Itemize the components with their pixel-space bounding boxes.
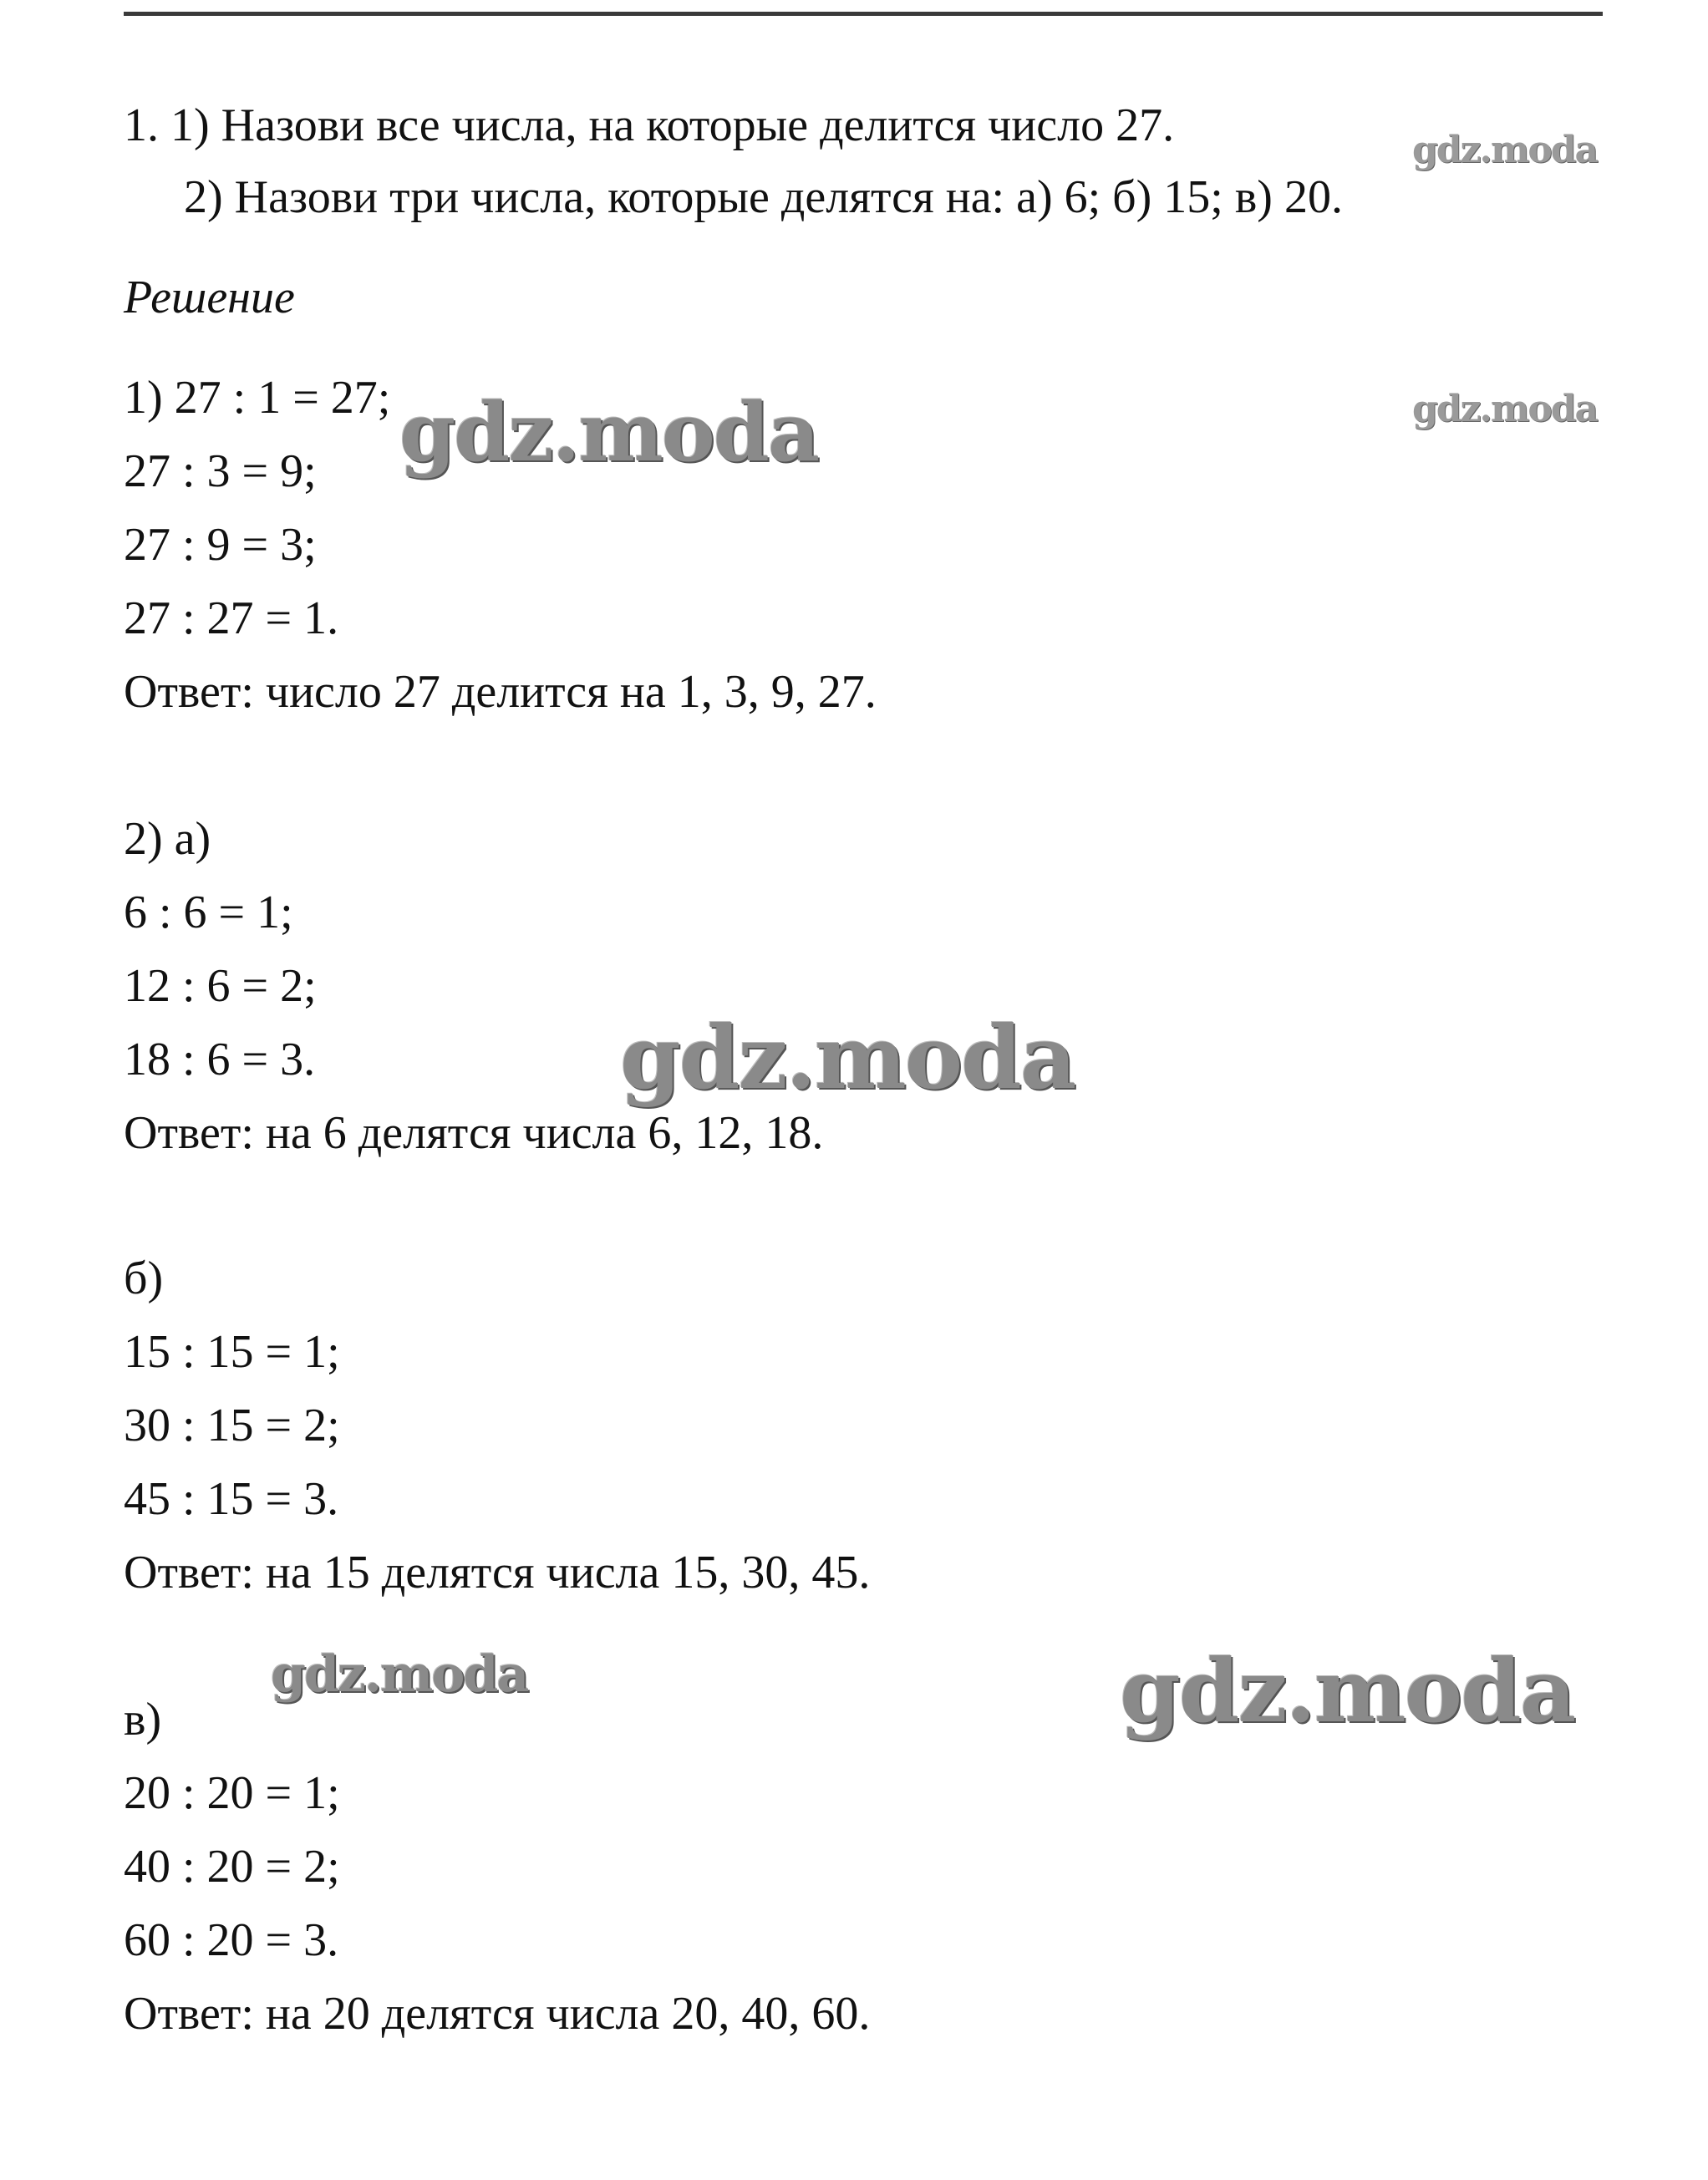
watermark-logo: gdz.moda: [620, 1006, 1075, 1109]
part2a-line-1: 6 : 6 = 1;: [124, 887, 293, 938]
part1-line-1: 1) 27 : 1 = 27;: [124, 372, 391, 424]
task-line-2: 2) Назови три числа, которые делятся на: а) 6; б) 15; в) 20.: [184, 171, 1343, 223]
watermark-logo: gdz.moda: [1412, 388, 1598, 430]
part2b-line-3: 45 : 15 = 3.: [124, 1473, 339, 1525]
part1-line-2: 27 : 3 = 9;: [124, 445, 317, 497]
part2b-line-1: 15 : 15 = 1;: [124, 1326, 340, 1378]
watermark-logo: gdz.moda: [1412, 129, 1598, 171]
part2b-answer: Ответ: на 15 делятся числа 15, 30, 45.: [124, 1547, 871, 1598]
task-line-1: 1. 1) Назови все числа, на которые делится число 27.: [124, 99, 1175, 151]
part2a-line-2: 12 : 6 = 2;: [124, 960, 317, 1012]
part1-line-4: 27 : 27 = 1.: [124, 592, 339, 644]
watermark-logo: gdz.moda: [1120, 1639, 1575, 1742]
part2a-label: 2) а): [124, 813, 211, 865]
part2v-line-3: 60 : 20 = 3.: [124, 1914, 339, 1966]
solution-heading: Решение: [124, 272, 295, 323]
watermark-logo: gdz.moda: [271, 1645, 528, 1704]
part2a-answer: Ответ: на 6 делятся числа 6, 12, 18.: [124, 1107, 824, 1159]
part1-answer: Ответ: число 27 делится на 1, 3, 9, 27.: [124, 666, 877, 718]
part2v-line-1: 20 : 20 = 1;: [124, 1767, 340, 1819]
part2a-line-3: 18 : 6 = 3.: [124, 1034, 316, 1085]
part2b-label: б): [124, 1253, 164, 1304]
part2v-line-2: 40 : 20 = 2;: [124, 1841, 340, 1893]
watermark-logo: gdz.moda: [399, 385, 819, 480]
part1-line-3: 27 : 9 = 3;: [124, 519, 317, 571]
part2v-label: в): [124, 1694, 162, 1746]
top-rule: [124, 12, 1603, 16]
part2v-answer: Ответ: на 20 делятся числа 20, 40, 60.: [124, 1988, 871, 2040]
part2b-line-2: 30 : 15 = 2;: [124, 1400, 340, 1451]
